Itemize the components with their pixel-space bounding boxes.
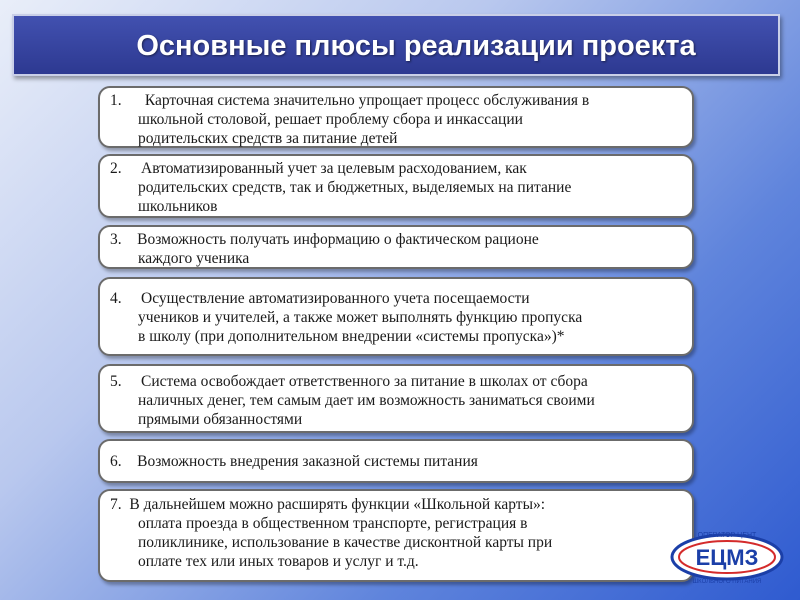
list-item-7 xyxy=(98,489,694,582)
item-line: в школу (при дополнительном внедрении «системы пропуска»)* xyxy=(138,328,565,345)
item-number: 7. xyxy=(110,496,122,513)
item-line: Возможность внедрения заказной системы питания xyxy=(137,453,478,470)
item-line: учеников и учителей, а также может выполнять функцию пропуска xyxy=(138,309,583,326)
item-line: оплата проезда в общественном транспорте, регистрация в xyxy=(138,515,528,532)
list-item-1 xyxy=(98,86,694,148)
item-line: Система освобождает ответственного за питание в школах от сбора xyxy=(141,373,588,390)
item-number: 4. xyxy=(110,290,122,307)
item-line: наличных денег, тем самым дает им возможность заниматься своими xyxy=(138,392,595,409)
item-number: 3. xyxy=(110,231,122,248)
item-line: поликлинике, использование в качестве дисконтной карты при xyxy=(138,534,553,551)
item-line: каждого ученика xyxy=(138,250,250,267)
page-title: Основные плюсы реализации проекта xyxy=(136,30,696,62)
item-line: оплате тех или иных товаров и услуг и т.д. xyxy=(138,553,419,570)
company-logo xyxy=(668,528,786,586)
item-number: 5. xyxy=(110,373,122,390)
item-line: родительских средств за питание детей xyxy=(138,130,398,147)
item-line: школьников xyxy=(138,198,218,215)
item-line: школьной столовой, решает проблему сбора и инкассации xyxy=(138,111,523,128)
item-number: 6. xyxy=(110,453,122,470)
item-line: Автоматизированный учет за целевым расходованием, как xyxy=(141,160,527,177)
list-item-4 xyxy=(98,277,694,356)
item-line: прямыми обязанностями xyxy=(138,411,303,428)
item-line: Осуществление автоматизированного учета посещаемости xyxy=(141,290,530,307)
item-number: 1. xyxy=(110,92,122,109)
logo-top-text: ОПЕРАТОР ЦЕНТ xyxy=(697,532,757,539)
list-item-3 xyxy=(98,225,694,269)
item-number: 2. xyxy=(110,160,122,177)
logo-text: ЕЦМЗ xyxy=(695,545,759,570)
item-line: В дальнейшем можно расширять функции «Школьной карты»: xyxy=(129,496,546,513)
list-item-5 xyxy=(98,364,694,433)
list-item-6 xyxy=(98,439,694,483)
title-banner xyxy=(12,14,780,76)
item-line: родительских средств, так и бюджетных, выделяемых на питание xyxy=(138,179,572,196)
logo-bottom-text: ШКОЛЬНОГО ПИТАНИЯ xyxy=(692,579,762,585)
item-line: Возможность получать информацию о фактическом рационе xyxy=(137,231,539,248)
list-item-2 xyxy=(98,154,694,218)
item-line: Карточная система значительно упрощает процесс обслуживания в xyxy=(144,92,590,109)
